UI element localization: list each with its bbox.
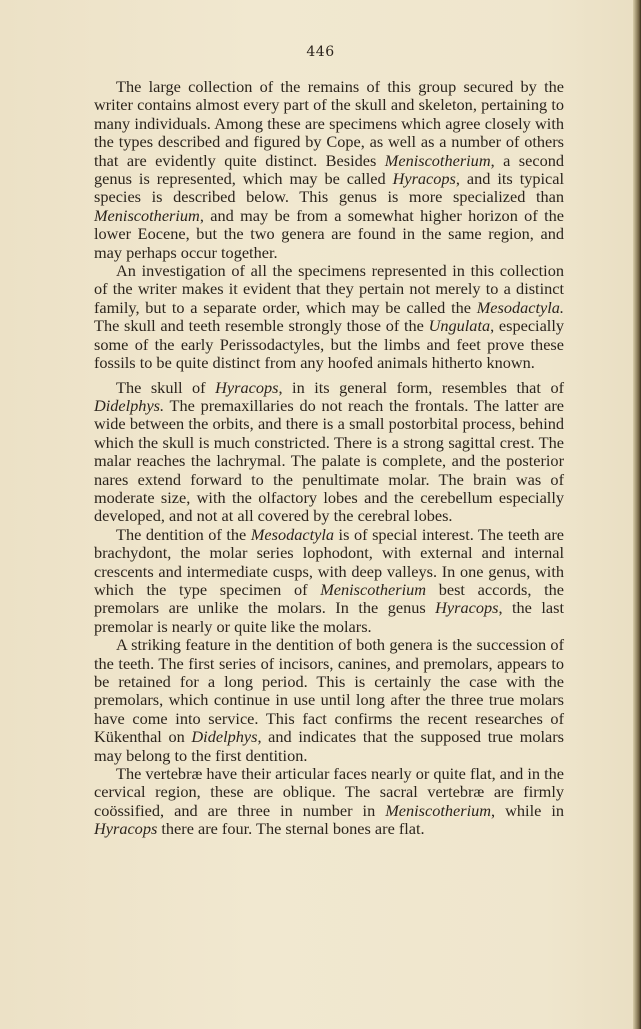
italic-term: Meniscotherium <box>384 150 491 170</box>
page-edge-shadow <box>633 0 641 1029</box>
text-run: A striking feature in the dentition of both genera is the succession of the teeth. The first series of incisors, canines, and premolars, appears to be retained for a long period. This is certainly the case with the premolars, which continue in use until long after the three true molars have come into service. This fact confirms the recent researches of Kükenthal on <box>94 635 564 747</box>
italic-term: Hyracops <box>435 598 499 618</box>
italic-term: Didelphys <box>191 727 258 747</box>
paragraph <box>94 78 564 262</box>
italic-term: Meniscotherium <box>94 205 200 225</box>
text-run: The large collection of the remains of this group secured by the writer contains almost every part of the skull and skeleton, pertaining to many individuals. Among these are specimens which agree closely with the types described and figured by Cope, as well as a number of others that are evidently quite distinct. Besides <box>94 77 564 170</box>
text-run: there are four. The sternal bones are flat. <box>157 819 425 839</box>
italic-term: Ungulata <box>428 316 491 336</box>
italic-term: Hyracops <box>94 819 158 839</box>
text-run: is of special interest. The teeth are brachydont, the molar series lophodont, with external and internal crescents and intermediate cusps, with deep valleys. In one genus, with which the type specimen of <box>94 524 564 599</box>
text-run: , and indicates that the supposed true molars may belong to the first dentition. <box>94 727 565 765</box>
body-text <box>94 78 564 839</box>
page-number: 446 <box>306 44 335 60</box>
italic-term: Meniscotherium <box>385 800 492 820</box>
text-run: , a second genus is represented, which may be called <box>94 150 564 189</box>
text-run: , especially some of the early Perissodactyles, but the limbs and feet prove these fossils to be quite distinct from any hoofed animals hitherto known. <box>94 316 564 373</box>
text-run: , and may be from a somewhat higher horizon of the lower Eocene, but the two genera are found in the same region, and may perhaps occur together. <box>94 205 564 262</box>
italic-term: Mesodactyla. <box>476 297 564 317</box>
text-run: The skull and teeth resemble strongly those of the <box>94 316 429 336</box>
italic-term: Meniscotherium <box>320 579 427 599</box>
paragraph <box>94 262 564 372</box>
text-run: , and its typical species is described below. This genus is more specialized than <box>94 169 564 207</box>
text-run: , in its general form, resembles that of <box>278 377 565 397</box>
text-run: , while in <box>491 800 564 820</box>
text-run: best accords, the premolars are unlike the molars. In the genus <box>94 579 565 618</box>
italic-term: Hyracops <box>392 169 456 189</box>
paragraph <box>94 526 564 636</box>
text-run: The vertebræ have their articular faces nearly or quite flat, and in the cervical region, these are oblique. The sacral vertebræ are firmly coössified, and are three in number in <box>94 764 564 820</box>
italic-term: Hyracops <box>215 377 279 397</box>
text-run: The skull of <box>116 377 216 397</box>
text-run: The premaxillaries do not reach the frontals. The latter are wide between the orbits, and there is a small postorbital process, behind which the skull is much constricted. There is a strong sagittal crest. The malar reaches the lachrymal. The palate is complete, and the posterior nares extend forward to the penultimate molar. The brain was of moderate size, with the olfactory lobes and the cerebellum especially developed, and not at all covered by the cerebral lobes. <box>94 395 564 526</box>
paragraph <box>94 765 564 839</box>
text-run: , the last premolar is nearly or quite like the molars. <box>94 598 564 636</box>
italic-term: Mesodactyla <box>250 524 335 544</box>
text-run: The dentition of the <box>116 524 251 544</box>
italic-term: Didelphys. <box>94 395 165 415</box>
text-run: An investigation of all the specimens represented in this collection of the writer makes it evident that they pertain not merely to a distinct family, but to a separate order, which may be called the <box>94 261 564 317</box>
paragraph <box>94 379 564 526</box>
paragraph <box>94 636 564 765</box>
